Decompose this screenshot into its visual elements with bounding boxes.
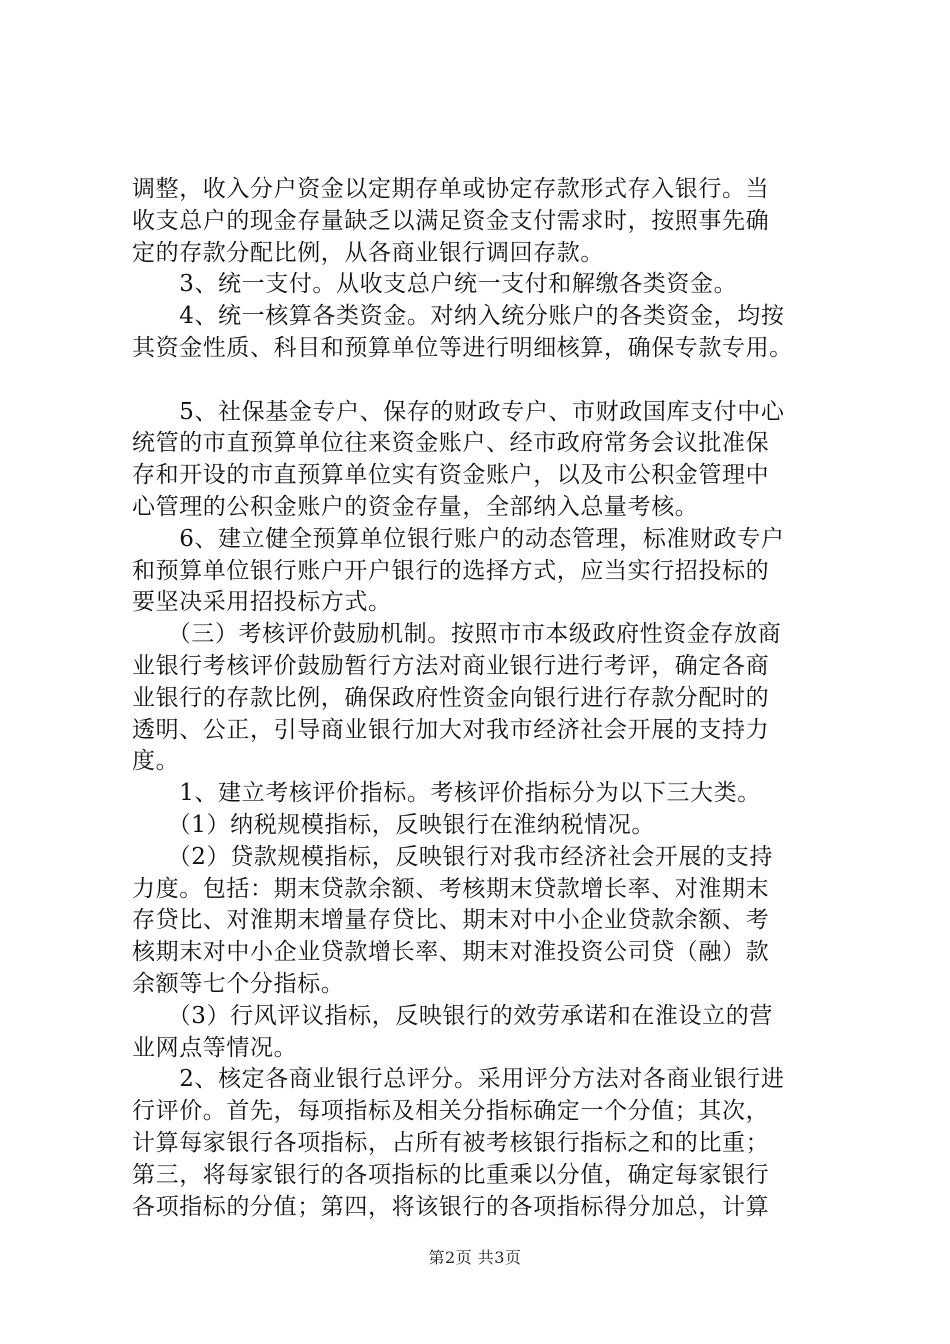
text-line: 6、建立健全预算单位银行账户的动态管理，标准财政专户 <box>132 525 785 552</box>
text-line: 要坚决采用招投标方式。 <box>132 589 392 616</box>
text-line: 4、统一核算各类资金。对纳入统分账户的各类资金，均按 <box>132 303 785 330</box>
text-line: （1）纳税规模指标，反映银行在淮纳税情况。 <box>132 811 655 838</box>
text-line: （3）行风评议指标，反映银行的效劳承诺和在淮设立的营 <box>132 1002 773 1029</box>
text-line: 心管理的公积金账户的资金存量，全部纳入总量考核。 <box>132 493 699 520</box>
paragraph-gap <box>132 365 832 397</box>
text-line: 存贷比、对淮期末增量存贷比、期末对中小企业贷款余额、考 <box>132 907 770 934</box>
text-line: 透明、公正，引导商业银行加大对我市经济社会开展的支持力 <box>132 716 770 743</box>
text-line: 行评价。首先，每项指标及相关分指标确定一个分值；其次， <box>132 1098 770 1125</box>
text-line: 余额等七个分指标。 <box>132 970 345 997</box>
text-line: 收支总户的现金存量缺乏以满足资金支付需求时，按照事先确 <box>132 207 770 234</box>
text-line: 5、社保基金专户、保存的财政专户、市财政国库支付中心 <box>132 398 785 425</box>
text-line: 和预算单位银行账户开户银行的选择方式，应当实行招投标的 <box>132 557 770 584</box>
text-line: 核期末对中小企业贷款增长率、期末对淮投资公司贷（融）款 <box>132 939 770 966</box>
text-line: 调整，收入分户资金以定期存单或协定存款形式存入银行。当 <box>132 176 770 202</box>
text-line: 业网点等情况。 <box>132 1034 298 1061</box>
page-footer: 第2页 共3页 <box>428 1248 522 1267</box>
text-line: 第三，将每家银行的各项指标的比重乘以分值，确定每家银行 <box>132 1161 770 1188</box>
document-body <box>132 174 832 1223</box>
text-line: 1、建立考核评价指标。考核评价指标分为以下三大类。 <box>132 780 761 807</box>
text-line: 业银行的存款比例，确保政府性资金向银行进行存款分配时的 <box>132 684 770 711</box>
text-line: 度。 <box>132 748 180 775</box>
text-line: 存和开设的市直预算单位实有资金账户，以及市公积金管理中 <box>132 462 770 489</box>
text-line: 定的存款分配比例，从各商业银行调回存款。 <box>132 239 604 266</box>
text-line: （2）贷款规模指标，反映银行对我市经济社会开展的支持 <box>132 843 773 870</box>
text-line: 力度。包括：期末贷款余额、考核期末贷款增长率、对淮期末 <box>132 875 770 902</box>
text-line: 各项指标的分值；第四，将该银行的各项指标得分加总，计算 <box>132 1193 770 1220</box>
text-line: 统管的市直预算单位往来资金账户、经市政府常务会议批准保 <box>132 430 770 457</box>
text-line: （三）考核评价鼓励机制。按照市市本级政府性资金存放商 <box>132 621 782 648</box>
text-line: 其资金性质、科目和预算单位等进行明细核算，确保专款专用。 <box>132 334 793 361</box>
text-line: 业银行考核评价鼓励暂行方法对商业银行进行考评，确定各商 <box>132 652 770 679</box>
text-line: 计算每家银行各项指标，占所有被考核银行指标之和的比重； <box>132 1129 770 1156</box>
text-line: 2、核定各商业银行总评分。采用评分方法对各商业银行进 <box>132 1066 785 1093</box>
text-line: 3、统一支付。从收支总户统一支付和解缴各类资金。 <box>132 271 738 298</box>
